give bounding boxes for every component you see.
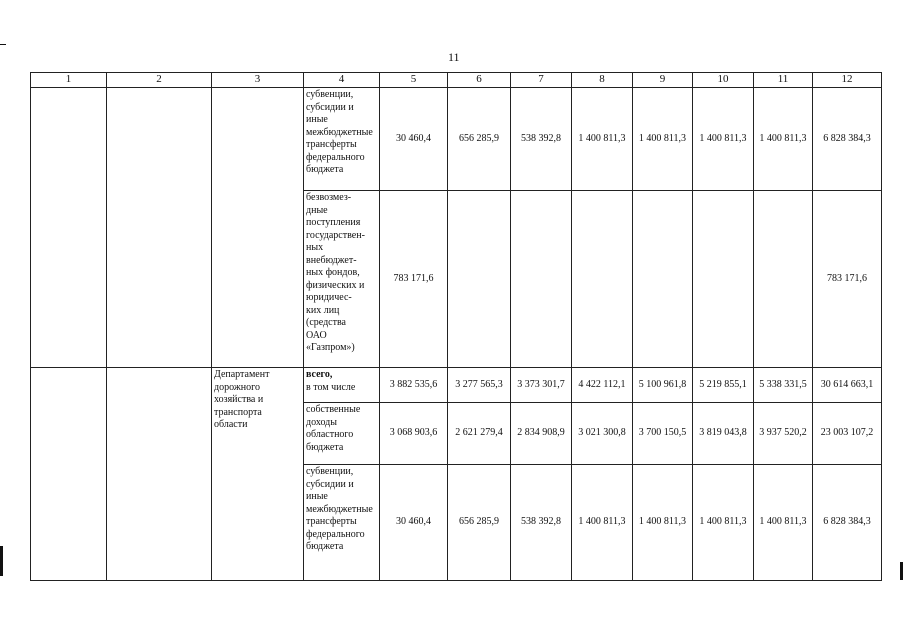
- value-cell: [693, 191, 754, 368]
- value-cell: [572, 191, 633, 368]
- col4-cell: [304, 465, 380, 581]
- text-line: «Газпром»): [306, 342, 355, 353]
- text-line: ОАО: [306, 329, 327, 341]
- text-line: доходы: [306, 416, 337, 428]
- value-cell: 1 400 811,3: [754, 88, 813, 191]
- text-line: бюджета: [306, 541, 344, 552]
- text-line: иные: [306, 491, 328, 502]
- text-line: субсидии и: [306, 478, 354, 490]
- header-cell: 3: [212, 73, 304, 88]
- value-cell: 1 400 811,3: [754, 465, 813, 581]
- header-cell: 1: [31, 73, 107, 88]
- value-cell: 3 700 150,5: [633, 403, 693, 465]
- value-cell: [511, 191, 572, 368]
- value-cell: 30 614 663,1: [813, 368, 882, 403]
- value-cell: [448, 191, 511, 368]
- text-line: собственные: [306, 404, 361, 415]
- value-cell: 538 392,8: [511, 465, 572, 581]
- text-line: субвенции,: [306, 466, 354, 477]
- value-cell: 656 285,9: [448, 88, 511, 191]
- text-line: дные: [306, 204, 328, 216]
- col1-cell: [31, 88, 107, 368]
- budget-table: [30, 72, 882, 581]
- value-cell: 5 100 961,8: [633, 368, 693, 403]
- value-cell: 538 392,8: [511, 88, 572, 191]
- total-label: всего,: [306, 369, 333, 380]
- text-line: государствен-: [306, 229, 365, 241]
- header-cell: 8: [572, 73, 633, 88]
- table-row: [31, 88, 882, 191]
- scan-mark-right: [900, 562, 903, 580]
- value-cell: 1 400 811,3: [572, 88, 633, 191]
- value-cell: 6 828 384,3: [813, 465, 882, 581]
- header-cell: 11: [754, 73, 813, 88]
- text-line: в том числе: [306, 381, 356, 393]
- header-row: [31, 73, 882, 88]
- value-cell: 1 400 811,3: [693, 88, 754, 191]
- value-cell: 3 937 520,2: [754, 403, 813, 465]
- value-cell: [633, 191, 693, 368]
- header-cell: 2: [107, 73, 212, 88]
- text-line: физических и: [306, 279, 365, 291]
- header-cell: 6: [448, 73, 511, 88]
- value-cell: 6 828 384,3: [813, 88, 882, 191]
- text-line: областного: [306, 429, 354, 440]
- header-cell: 4: [304, 73, 380, 88]
- text-line: трансферты: [306, 139, 357, 150]
- header-cell: 5: [380, 73, 448, 88]
- header-cell: 9: [633, 73, 693, 88]
- value-cell: [754, 191, 813, 368]
- col1-cell: [31, 368, 107, 581]
- value-cell: 2 834 908,9: [511, 403, 572, 465]
- text-line: транспорта: [214, 406, 262, 418]
- text-line: иные: [306, 114, 328, 125]
- value-cell: 783 171,6: [380, 191, 448, 368]
- value-cell: 1 400 811,3: [633, 465, 693, 581]
- value-cell: 3 068 903,6: [380, 403, 448, 465]
- text-line: федерального: [306, 528, 365, 540]
- text-line: юридичес-: [306, 292, 352, 303]
- text-line: федерального: [306, 151, 365, 163]
- header-cell: 7: [511, 73, 572, 88]
- col4-cell: [304, 191, 380, 368]
- table-row: [31, 368, 882, 403]
- value-cell: 1 400 811,3: [693, 465, 754, 581]
- value-cell: 2 621 279,4: [448, 403, 511, 465]
- col3-cell: [212, 88, 304, 368]
- value-cell: 3 021 300,8: [572, 403, 633, 465]
- text-line: ных: [306, 242, 324, 253]
- col2-cell: [107, 88, 212, 368]
- value-cell: 5 338 331,5: [754, 368, 813, 403]
- value-cell: 3 882 535,6: [380, 368, 448, 403]
- text-line: внебюджет-: [306, 254, 357, 266]
- page-number: 11: [448, 50, 460, 64]
- scan-tick-left: [0, 44, 6, 45]
- header-cell: 12: [813, 73, 882, 88]
- text-line: бюджета: [306, 164, 344, 175]
- value-cell: 4 422 112,1: [572, 368, 633, 403]
- value-cell: 3 373 301,7: [511, 368, 572, 403]
- text-line: бюджета: [306, 441, 344, 453]
- value-cell: 23 003 107,2: [813, 403, 882, 465]
- text-line: ных фондов,: [306, 267, 360, 278]
- text-line: поступления: [306, 217, 361, 228]
- text-line: субсидии и: [306, 101, 354, 113]
- scan-mark-left: [0, 546, 3, 576]
- col4-cell: [304, 403, 380, 465]
- text-line: (средства: [306, 317, 346, 328]
- text-line: ких лиц: [306, 304, 340, 316]
- value-cell: 1 400 811,3: [572, 465, 633, 581]
- value-cell: 656 285,9: [448, 465, 511, 581]
- header-cell: 10: [693, 73, 754, 88]
- text-line: дорожного: [214, 381, 260, 393]
- value-cell: 783 171,6: [813, 191, 882, 368]
- value-cell: 3 277 565,3: [448, 368, 511, 403]
- col4-cell: [304, 88, 380, 191]
- text-line: Департамент: [214, 369, 270, 380]
- text-line: безвозмез-: [306, 192, 352, 203]
- value-cell: 30 460,4: [380, 88, 448, 191]
- text-line: области: [214, 419, 248, 430]
- value-cell: 3 819 043,8: [693, 403, 754, 465]
- text-line: межбюджетные: [306, 503, 373, 515]
- col4-cell: [304, 368, 380, 403]
- col2-cell: [107, 368, 212, 581]
- text-line: хозяйства и: [214, 394, 264, 405]
- text-line: межбюджетные: [306, 126, 373, 138]
- value-cell: 1 400 811,3: [633, 88, 693, 191]
- value-cell: 30 460,4: [380, 465, 448, 581]
- text-line: субвенции,: [306, 89, 354, 100]
- text-line: трансферты: [306, 516, 357, 527]
- department-cell: [212, 368, 304, 581]
- value-cell: 5 219 855,1: [693, 368, 754, 403]
